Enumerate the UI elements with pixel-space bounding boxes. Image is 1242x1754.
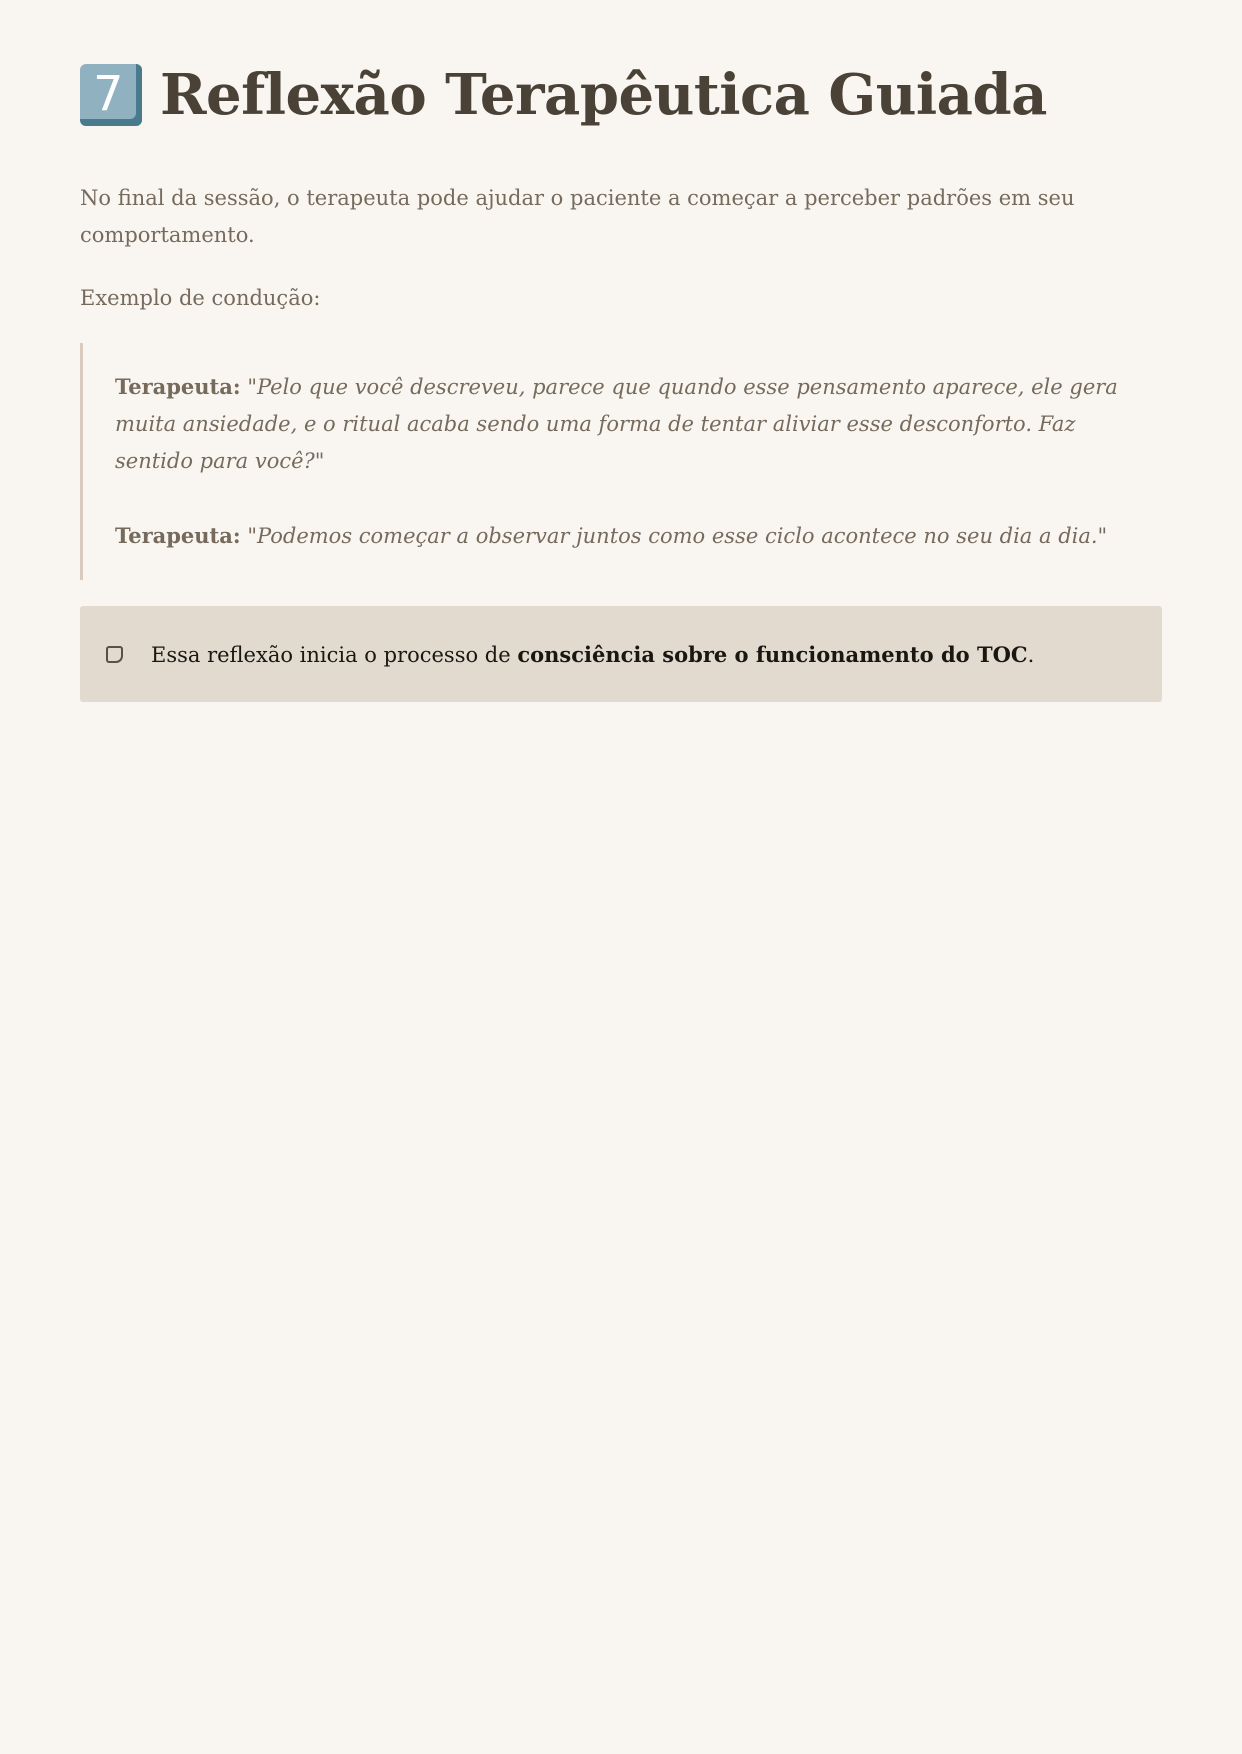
quote-text: "Pelo que você descreveu, parece que quando esse pensamento aparece, ele gera muita ansiedade, e o ritual acaba sendo uma forma de tentar aliviar esse desconforto. Faz sentido para você?" [115, 375, 1118, 473]
intro-paragraph: No final da sessão, o terapeuta pode ajudar o paciente a começar a perceber padrões em seu comportamento. [80, 186, 1075, 247]
keycap-seven-icon: 7 [80, 64, 142, 126]
callout-text [151, 642, 1034, 667]
note-icon [106, 646, 123, 663]
quote-speaker: Terapeuta: [115, 523, 241, 548]
callout-bold: consciência sobre o funcionamento do TOC [517, 641, 1028, 667]
callout-prefix: Essa reflexão inicia o processo de [151, 642, 518, 667]
quote-text: "Podemos começar a observar juntos como esse ciclo acontece no seu dia a dia." [247, 524, 1108, 548]
page-title-text: Reflexão Terapêutica Guiada [160, 62, 1047, 128]
callout [80, 606, 1162, 702]
blockquote [80, 343, 1162, 505]
callout-suffix: . [1027, 642, 1035, 667]
example-label: Exemplo de condução: [80, 286, 321, 310]
page-title [80, 62, 1047, 128]
quote-speaker: Terapeuta: [115, 374, 241, 399]
blockquote [80, 492, 1162, 580]
